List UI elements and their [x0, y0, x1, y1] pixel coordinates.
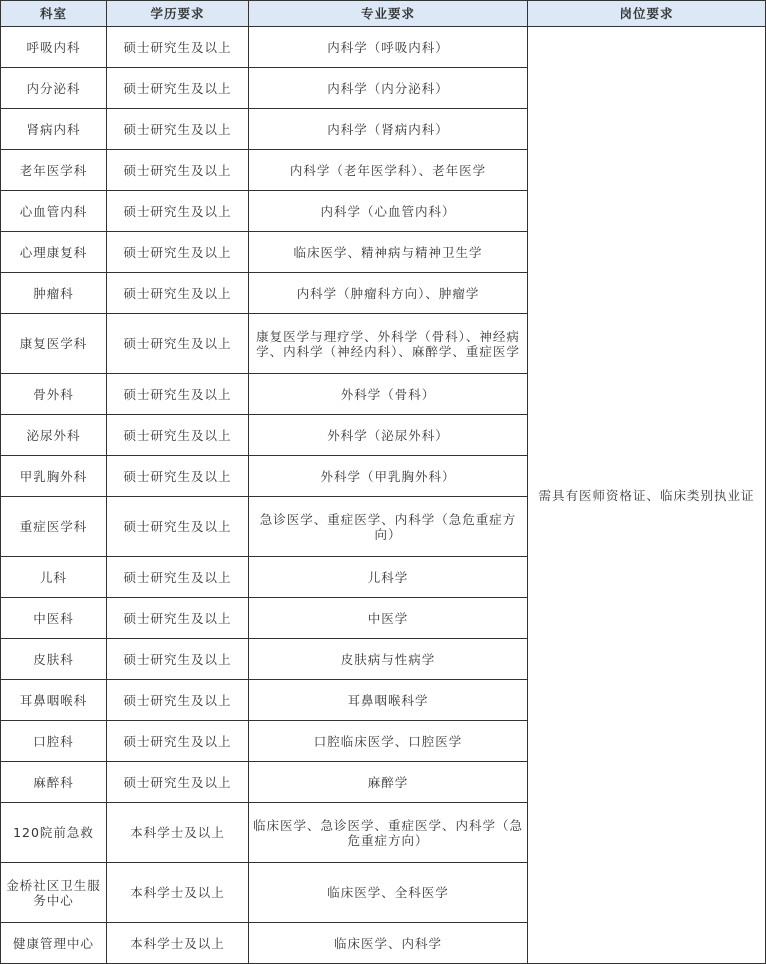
education-cell: 硕士研究生及以上	[107, 456, 249, 497]
dept-cell: 中医科	[1, 598, 107, 639]
major-cell: 临床医学、全科医学	[249, 863, 528, 923]
dept-cell: 老年医学科	[1, 150, 107, 191]
major-cell: 急诊医学、重症医学、内科学（急危重症方向）	[249, 497, 528, 557]
position-requirement-cell: 需具有医师资格证、临床类别执业证	[528, 27, 766, 964]
dept-cell: 皮肤科	[1, 639, 107, 680]
education-cell: 硕士研究生及以上	[107, 415, 249, 456]
major-cell: 麻醉学	[249, 762, 528, 803]
header-dept: 科室	[1, 1, 107, 27]
dept-cell: 儿科	[1, 557, 107, 598]
dept-cell: 重症医学科	[1, 497, 107, 557]
education-cell: 硕士研究生及以上	[107, 680, 249, 721]
major-cell: 内科学（肿瘤科方向）、肿瘤学	[249, 273, 528, 314]
major-cell: 内科学（内分泌科）	[249, 68, 528, 109]
dept-cell: 甲乳胸外科	[1, 456, 107, 497]
education-cell: 硕士研究生及以上	[107, 273, 249, 314]
dept-cell: 骨外科	[1, 374, 107, 415]
major-cell: 临床医学、精神病与精神卫生学	[249, 232, 528, 273]
major-cell: 皮肤病与性病学	[249, 639, 528, 680]
header-position-requirement: 岗位要求	[528, 1, 766, 27]
table-row	[1, 27, 766, 68]
header-row	[1, 1, 766, 27]
major-cell: 外科学（甲乳胸外科）	[249, 456, 528, 497]
dept-cell: 心血管内科	[1, 191, 107, 232]
header-major: 专业要求	[249, 1, 528, 27]
education-cell: 硕士研究生及以上	[107, 639, 249, 680]
dept-cell: 健康管理中心	[1, 923, 107, 964]
education-cell: 硕士研究生及以上	[107, 150, 249, 191]
dept-cell: 耳鼻咽喉科	[1, 680, 107, 721]
dept-cell: 内分泌科	[1, 68, 107, 109]
education-cell: 硕士研究生及以上	[107, 762, 249, 803]
dept-cell: 麻醉科	[1, 762, 107, 803]
education-cell: 硕士研究生及以上	[107, 374, 249, 415]
education-cell: 硕士研究生及以上	[107, 557, 249, 598]
education-cell: 硕士研究生及以上	[107, 68, 249, 109]
major-cell: 外科学（骨科）	[249, 374, 528, 415]
major-cell: 内科学（肾病内科）	[249, 109, 528, 150]
header-education: 学历要求	[107, 1, 249, 27]
dept-cell: 肿瘤科	[1, 273, 107, 314]
dept-cell: 120院前急救	[1, 803, 107, 863]
dept-cell: 肾病内科	[1, 109, 107, 150]
education-cell: 硕士研究生及以上	[107, 109, 249, 150]
education-cell: 本科学士及以上	[107, 863, 249, 923]
education-cell: 硕士研究生及以上	[107, 497, 249, 557]
education-cell: 硕士研究生及以上	[107, 232, 249, 273]
major-cell: 内科学（老年医学科）、老年医学	[249, 150, 528, 191]
education-cell: 硕士研究生及以上	[107, 191, 249, 232]
dept-cell: 心理康复科	[1, 232, 107, 273]
major-cell: 儿科学	[249, 557, 528, 598]
dept-cell: 泌尿外科	[1, 415, 107, 456]
major-cell: 内科学（心血管内科）	[249, 191, 528, 232]
major-cell: 内科学（呼吸内科）	[249, 27, 528, 68]
major-cell: 耳鼻咽喉科学	[249, 680, 528, 721]
major-cell: 口腔临床医学、口腔医学	[249, 721, 528, 762]
major-cell: 中医学	[249, 598, 528, 639]
education-cell: 本科学士及以上	[107, 803, 249, 863]
education-cell: 硕士研究生及以上	[107, 721, 249, 762]
dept-cell: 金桥社区卫生服务中心	[1, 863, 107, 923]
dept-cell: 口腔科	[1, 721, 107, 762]
education-cell: 硕士研究生及以上	[107, 314, 249, 374]
education-cell: 本科学士及以上	[107, 923, 249, 964]
major-cell: 临床医学、急诊医学、重症医学、内科学（急危重症方向）	[249, 803, 528, 863]
dept-cell: 康复医学科	[1, 314, 107, 374]
table-body	[1, 27, 766, 964]
education-cell: 硕士研究生及以上	[107, 27, 249, 68]
major-cell: 外科学（泌尿外科）	[249, 415, 528, 456]
education-cell: 硕士研究生及以上	[107, 598, 249, 639]
major-cell: 康复医学与理疗学、外科学（骨科）、神经病学、内科学（神经内科）、麻醉学、重症医学	[249, 314, 528, 374]
dept-cell: 呼吸内科	[1, 27, 107, 68]
major-cell: 临床医学、内科学	[249, 923, 528, 964]
